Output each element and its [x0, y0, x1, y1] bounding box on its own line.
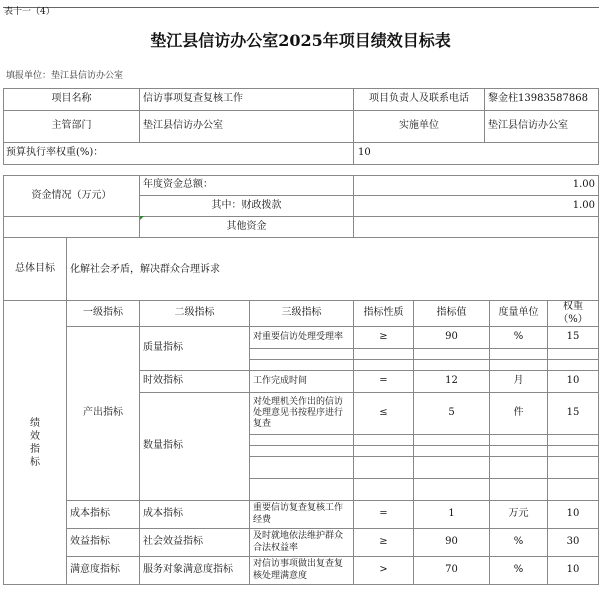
quality-empty-name	[250, 349, 354, 360]
header-weight: 权重（%）	[548, 301, 599, 327]
benefit-unit: %	[490, 529, 548, 557]
funds-other-label: 其他资金	[140, 217, 354, 238]
quantity-nature: ≤	[354, 393, 414, 435]
l1-benefit: 效益指标	[67, 529, 140, 557]
dept-label: 主管部门	[4, 111, 140, 143]
funds-other-value	[354, 217, 599, 238]
table-id: 表十一（4）	[4, 7, 55, 17]
satisfaction-weight: 10	[548, 557, 599, 585]
header-nature: 指标性质	[354, 301, 414, 327]
cost-unit: 万元	[490, 501, 548, 529]
l2-benefit: 社会效益指标	[140, 529, 250, 557]
cost-nature: =	[354, 501, 414, 529]
quality-nature: ≥	[354, 327, 414, 349]
time-name: 工作完成时间	[250, 371, 354, 393]
l2-time: 时效指标	[140, 371, 250, 393]
funds-table	[3, 175, 599, 238]
project-owner-value: 黎金柱13983587868	[485, 89, 599, 111]
benefit-weight: 30	[548, 529, 599, 557]
quality-name: 对重要信访处理受理率	[250, 327, 354, 349]
quantity-unit: 件	[490, 393, 548, 435]
l2-cost: 成本指标	[140, 501, 250, 529]
quantity-name: 对处理机关作出的信访处理意见书按程序进行复查	[250, 393, 354, 435]
quality-empty-name-2	[250, 360, 354, 371]
funds-label: 资金情况（万元）	[4, 176, 140, 217]
project-name-label: 项目名称	[4, 89, 140, 111]
quantity-value: 5	[414, 393, 490, 435]
top-rule	[3, 7, 599, 8]
project-owner-label: 项目负责人及联系电话	[354, 89, 485, 111]
budget-weight-label: 预算执行率权重(%)：	[4, 143, 354, 165]
header-unit: 度量单位	[490, 301, 548, 327]
l2-quality: 质量指标	[140, 327, 250, 371]
project-name-value: 信访事项复查复核工作	[140, 89, 354, 111]
header-value: 指标值	[414, 301, 490, 327]
quality-unit: %	[490, 327, 548, 349]
funds-total-value: 1.00	[354, 176, 599, 196]
l1-output: 产出指标	[67, 327, 140, 501]
satisfaction-unit: %	[490, 557, 548, 585]
goal-table	[3, 237, 599, 301]
header-l3: 三级指标	[250, 301, 354, 327]
page-title: 垫江县信访办公室2025年项目绩效目标表	[150, 31, 451, 50]
budget-weight-value: 10	[354, 143, 599, 165]
benefit-value: 90	[414, 529, 490, 557]
benefit-nature: ≥	[354, 529, 414, 557]
time-value: 12	[414, 371, 490, 393]
l1-satisfaction: 满意度指标	[67, 557, 140, 585]
cost-name: 重要信访复查复核工作经费	[250, 501, 354, 529]
quality-value: 90	[414, 327, 490, 349]
satisfaction-value: 70	[414, 557, 490, 585]
l1-cost: 成本指标	[67, 501, 140, 529]
time-nature: =	[354, 371, 414, 393]
impl-value: 垫江县信访办公室	[485, 111, 599, 143]
l2-quantity: 数量指标	[140, 393, 250, 501]
project-info-table	[3, 88, 599, 165]
quality-weight: 15	[548, 327, 599, 349]
dept-value: 垫江县信访办公室	[140, 111, 354, 143]
perf-label: 绩效指标	[4, 301, 67, 585]
cost-value: 1	[414, 501, 490, 529]
filler-unit: 填报单位：垫江县信访办公室	[6, 71, 124, 81]
performance-table	[3, 300, 599, 585]
cell-comment-marker	[140, 216, 144, 220]
l2-satisfaction: 服务对象满意度指标	[140, 557, 250, 585]
cost-weight: 10	[548, 501, 599, 529]
goal-text: 化解社会矛盾，解决群众合理诉求	[67, 238, 599, 301]
goal-label: 总体目标	[4, 238, 67, 301]
header-l1: 一级指标	[67, 301, 140, 327]
funds-blank-cell	[4, 217, 140, 238]
funds-fiscal-value: 1.00	[354, 196, 599, 217]
benefit-name: 及时就地依法维护群众合法权益率	[250, 529, 354, 557]
satisfaction-nature: >	[354, 557, 414, 585]
quantity-weight: 15	[548, 393, 599, 435]
funds-total-label: 年度资金总额：	[140, 176, 354, 196]
time-weight: 10	[548, 371, 599, 393]
impl-label: 实施单位	[354, 111, 485, 143]
time-unit: 月	[490, 371, 548, 393]
funds-fiscal-label: 其中：财政拨款	[140, 196, 354, 217]
satisfaction-name: 对信访事项做出复查复核处理满意度	[250, 557, 354, 585]
header-l2: 二级指标	[140, 301, 250, 327]
